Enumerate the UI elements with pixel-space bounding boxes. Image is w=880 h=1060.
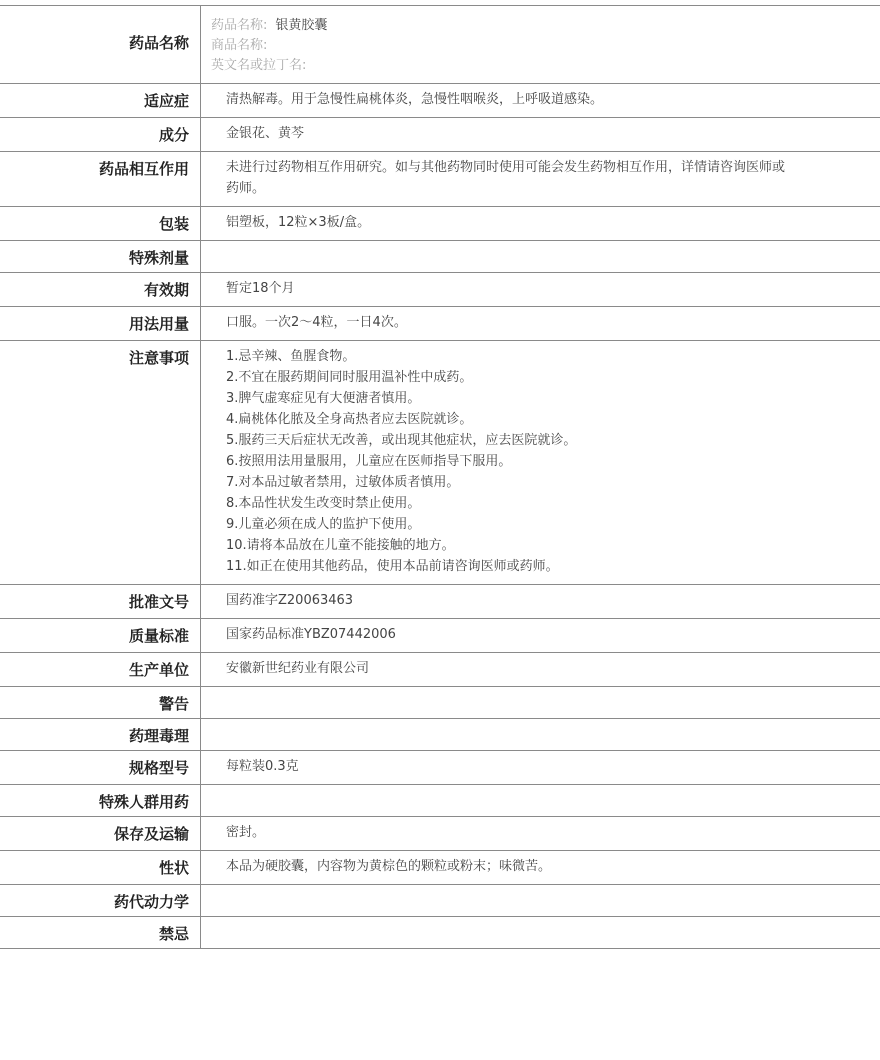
description-label: 性状 — [0, 851, 201, 885]
generic-name-key: 药品名称: — [211, 18, 268, 33]
approval-number-value: 国药准字Z20063463 — [201, 585, 880, 619]
specification-value: 每粒装0.3克 — [201, 751, 880, 785]
list-item: 3.脾气虚寒症见有大便溏者慎用。 — [226, 391, 421, 406]
list-item: 8.本品性状发生改变时禁止使用。 — [226, 496, 421, 511]
warning-label: 警告 — [0, 687, 201, 719]
contraindications-value — [201, 917, 880, 949]
english-name-line — [211, 56, 860, 76]
row-special-population — [0, 785, 880, 817]
storage-label: 保存及运输 — [0, 817, 201, 851]
row-manufacturer — [0, 653, 880, 687]
expiry-label: 有效期 — [0, 273, 201, 307]
row-description — [0, 851, 880, 885]
pharmacology-label: 药理毒理 — [0, 719, 201, 751]
generic-name-value: 银黄胶囊 — [275, 18, 328, 33]
manufacturer-value: 安徽新世纪药业有限公司 — [201, 653, 880, 687]
english-name-key: 英文名或拉丁名: — [211, 58, 307, 73]
approval-number-label: 批准文号 — [0, 585, 201, 619]
manufacturer-label: 生产单位 — [0, 653, 201, 687]
drug-names-cell — [201, 6, 880, 84]
special-dosage-value — [201, 241, 880, 273]
row-interactions — [0, 152, 880, 207]
pharmacology-value — [201, 719, 880, 751]
packaging-label: 包装 — [0, 207, 201, 241]
row-drug-name — [0, 6, 880, 84]
list-item: 7.对本品过敏者禁用，过敏体质者慎用。 — [226, 475, 460, 490]
ingredients-value: 金银花、黄芩 — [201, 118, 880, 152]
list-item: 10.请将本品放在儿童不能接触的地方。 — [226, 538, 455, 553]
list-item: 4.扁桃体化脓及全身高热者应去医院就诊。 — [226, 412, 473, 427]
specification-label: 规格型号 — [0, 751, 201, 785]
pharmacokinetics-value — [201, 885, 880, 917]
precautions-list — [226, 346, 860, 577]
interactions-label: 药品相互作用 — [0, 152, 201, 207]
quality-standard-label: 质量标准 — [0, 619, 201, 653]
trade-name-key: 商品名称: — [211, 38, 268, 53]
list-item: 2.不宜在服药期间同时服用温补性中成药。 — [226, 370, 473, 385]
list-item: 5.服药三天后症状无改善，或出现其他症状，应去医院就诊。 — [226, 433, 577, 448]
generic-name-line — [211, 16, 860, 36]
row-usage — [0, 307, 880, 341]
indications-label: 适应症 — [0, 84, 201, 118]
row-pharmacokinetics — [0, 885, 880, 917]
row-contraindications — [0, 917, 880, 949]
row-specification — [0, 751, 880, 785]
list-item: 9.儿童必须在成人的监护下使用。 — [226, 517, 421, 532]
row-quality-standard — [0, 619, 880, 653]
row-indications — [0, 84, 880, 118]
row-storage — [0, 817, 880, 851]
row-expiry — [0, 273, 880, 307]
precautions-value — [201, 341, 880, 585]
usage-label: 用法用量 — [0, 307, 201, 341]
row-precautions — [0, 341, 880, 585]
drug-info-table — [0, 5, 880, 949]
row-packaging — [0, 207, 880, 241]
usage-value: 口服。一次2～4粒，一日4次。 — [201, 307, 880, 341]
quality-standard-value: 国家药品标准YBZ07442006 — [201, 619, 880, 653]
warning-value — [201, 687, 880, 719]
expiry-value: 暂定18个月 — [201, 273, 880, 307]
special-dosage-label: 特殊剂量 — [0, 241, 201, 273]
pharmacokinetics-label: 药代动力学 — [0, 885, 201, 917]
contraindications-label: 禁忌 — [0, 917, 201, 949]
list-item: 6.按照用法用量服用，儿童应在医师指导下服用。 — [226, 454, 512, 469]
list-item: 11.如正在使用其他药品，使用本品前请咨询医师或药师。 — [226, 559, 559, 574]
drug-name-label: 药品名称 — [0, 6, 201, 84]
row-special-dosage — [0, 241, 880, 273]
precautions-label: 注意事项 — [0, 341, 201, 585]
interactions-value: 未进行过药物相互作用研究。如与其他药物同时使用可能会发生药物相互作用，详情请咨询医师或药师。 — [201, 152, 880, 207]
special-population-value — [201, 785, 880, 817]
special-population-label: 特殊人群用药 — [0, 785, 201, 817]
row-approval-number — [0, 585, 880, 619]
storage-value: 密封。 — [201, 817, 880, 851]
packaging-value: 铝塑板，12粒×3板/盒。 — [201, 207, 880, 241]
description-value: 本品为硬胶囊，内容物为黄棕色的颗粒或粉末；味微苦。 — [201, 851, 880, 885]
indications-value: 清热解毒。用于急慢性扁桃体炎，急慢性咽喉炎，上呼吸道感染。 — [201, 84, 880, 118]
row-ingredients — [0, 118, 880, 152]
row-warning — [0, 687, 880, 719]
ingredients-label: 成分 — [0, 118, 201, 152]
trade-name-line — [211, 36, 860, 56]
list-item: 1.忌辛辣、鱼腥食物。 — [226, 349, 356, 364]
row-pharmacology — [0, 719, 880, 751]
